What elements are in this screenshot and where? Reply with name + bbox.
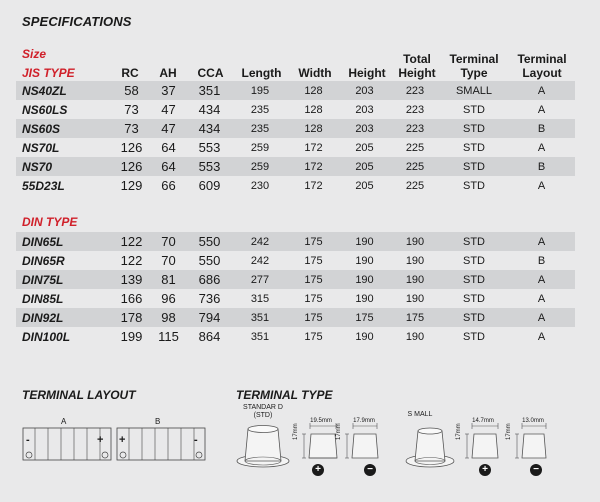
cell-type: STD [463,141,485,154]
header-width: Width [298,66,332,80]
small-minus-sign: − [533,464,539,475]
small-terminal-icon [406,428,454,467]
terminal-type-title: TERMINAL TYPE [236,388,333,402]
cell-height: 205 [339,157,390,176]
din-spec-table [16,232,575,346]
cell-layout: A [537,330,546,343]
std-neg-dim: 17.9mm [353,418,375,424]
cell-cca: 864 [198,329,221,344]
cell-layout: B [508,119,575,138]
cell-total: 225 [405,141,425,154]
cell-cca: 434 [198,102,221,117]
cell-name: NS60S [16,119,113,138]
cell-height: 203 [339,81,390,100]
cell-length: 242 [232,232,288,251]
cell-rc: 58 [113,81,150,100]
std-label: STANDAR D [243,404,283,411]
cell-ah: 70 [150,232,187,251]
std-plus-sign: + [315,464,321,475]
cell-layout: A [508,81,575,100]
cell-cca: 686 [187,270,232,289]
cell-rc: 126 [120,140,143,155]
cell-name: NS70 [16,157,113,176]
cell-ah: 66 [161,178,176,193]
cell-total: 175 [390,308,440,327]
cell-height: 205 [355,141,374,154]
std-pos-height: 17mm [293,423,299,440]
cell-height: 190 [355,292,374,305]
battery-layout-b [117,428,205,460]
small-pos-height: 17mm [456,423,462,440]
cell-layout: A [537,103,546,116]
terminal-layout-title: TERMINAL LAYOUT [22,388,136,402]
cell-type: SMALL [440,81,508,100]
cell-ah: 98 [150,308,187,327]
cell-length: 230 [250,179,270,192]
cell-height: 175 [339,308,390,327]
cell-layout: A [508,232,575,251]
cell-layout: A [537,179,546,192]
layout-b-plus: + [119,434,126,446]
cell-height: 190 [339,232,390,251]
cell-width: 128 [304,103,323,116]
cell-ah: 37 [150,81,187,100]
cell-cca: 553 [198,140,221,155]
small-negative-profile [515,423,546,476]
cell-cca: 434 [187,119,232,138]
cell-rc: 126 [113,157,150,176]
cell-width: 172 [304,179,323,192]
layout-a-plus: + [97,434,104,446]
layout-a-minus: - [26,434,30,446]
cell-width: 175 [288,270,339,289]
layout-a-label: A [61,417,67,426]
cell-cca: 550 [198,253,221,268]
cell-width: 128 [288,119,339,138]
cell-ah: 70 [161,253,176,268]
jis-row [16,138,575,157]
cell-length: 315 [250,292,270,305]
cell-total: 190 [390,232,440,251]
cell-height: 203 [355,103,374,116]
cell-name: 55D23L [22,178,65,193]
cell-layout: A [508,308,575,327]
cell-height: 190 [355,254,374,267]
cell-total: 190 [405,330,425,343]
cell-layout: A [537,292,546,305]
cell-ah: 115 [158,329,179,344]
cell-rc: 178 [113,308,150,327]
header-ah: AH [159,66,177,80]
cell-total: 223 [405,103,425,116]
cell-cca: 736 [198,291,221,306]
cell-length: 235 [250,103,270,116]
din-row [16,327,575,346]
cell-type: STD [440,270,508,289]
cell-total: 223 [390,81,440,100]
cell-cca: 794 [187,308,232,327]
cell-total: 223 [390,119,440,138]
header-cca: CCA [197,66,224,80]
cell-name: NS70L [22,140,60,155]
layout-b-minus: - [194,434,198,446]
cell-name: DIN75L [16,270,113,289]
din-row [16,270,575,289]
jis-section-title: JIS TYPE [22,66,75,80]
layout-b-label: B [155,417,161,426]
cell-width: 175 [288,232,339,251]
cell-length: 235 [232,119,288,138]
cell-rc: 73 [113,119,150,138]
jis-row [16,119,575,138]
din-row [16,251,575,270]
jis-row [16,100,575,119]
din-row [16,289,575,308]
cell-ah: 81 [150,270,187,289]
std-minus-sign: − [367,464,373,475]
cell-name: DIN85L [22,291,64,306]
cell-layout: A [537,141,546,154]
cell-type: STD [463,330,485,343]
cell-rc: 73 [124,102,139,117]
std-neg-height: 17mm [336,423,342,440]
cell-length: 259 [250,141,270,154]
cell-width: 128 [288,81,339,100]
cell-cca: 609 [198,178,221,193]
cell-name: DIN100L [22,329,71,344]
cell-rc: 122 [120,253,143,268]
cell-ah: 64 [150,157,187,176]
jis-row [16,157,575,176]
cell-type: STD [440,308,508,327]
header-terminal-type: Terminal Type [449,52,499,80]
cell-cca: 351 [187,81,232,100]
cell-width: 175 [304,292,323,305]
cell-type: STD [463,254,485,267]
cell-rc: 199 [120,329,143,344]
page-title: SPECIFICATIONS [22,14,132,29]
jis-row [16,176,575,195]
cell-total: 225 [405,179,425,192]
small-neg-height: 17mm [506,423,512,440]
cell-ah: 96 [161,291,176,306]
header-total-height: Total Height [398,52,436,80]
cell-ah: 47 [161,102,176,117]
cell-total: 190 [405,254,425,267]
cell-layout: A [508,270,575,289]
cell-length: 195 [232,81,288,100]
cell-type: STD [440,232,508,251]
cell-height: 203 [339,119,390,138]
header-length: Length [241,66,282,80]
cell-width: 172 [288,157,339,176]
cell-rc: 166 [120,291,143,306]
din-section-title: DIN TYPE [22,215,78,229]
cell-rc: 129 [120,178,143,193]
header-rc: RC [121,66,139,80]
cell-name: DIN65L [16,232,113,251]
cell-total: 225 [390,157,440,176]
cell-total: 190 [405,292,425,305]
std-pos-dim: 19.5mm [310,418,332,424]
cell-width: 175 [304,254,323,267]
cell-type: STD [440,119,508,138]
cell-cca: 550 [187,232,232,251]
cell-layout: B [537,254,546,267]
cell-total: 190 [390,270,440,289]
size-label: Size [22,47,47,61]
cell-width: 175 [304,330,323,343]
cell-type: STD [463,179,485,192]
cell-length: 351 [232,308,288,327]
cell-length: 351 [250,330,270,343]
cell-length: 259 [232,157,288,176]
cell-ah: 47 [150,119,187,138]
cell-type: STD [463,292,485,305]
cell-height: 190 [339,270,390,289]
small-label: S MALL [407,411,433,418]
cell-length: 242 [250,254,270,267]
cell-length: 277 [232,270,288,289]
cell-rc: 122 [113,232,150,251]
header-terminal-layout: Terminal Layout [517,52,567,80]
cell-width: 172 [304,141,323,154]
cell-type: STD [440,157,508,176]
cell-height: 205 [355,179,374,192]
small-plus-sign: + [482,464,488,475]
header-height: Height [348,66,386,80]
cell-type: STD [463,103,485,116]
cell-rc: 139 [113,270,150,289]
cell-name: NS60LS [22,102,68,117]
cell-name: DIN92L [16,308,113,327]
cell-cca: 553 [187,157,232,176]
cell-width: 175 [288,308,339,327]
terminal-type-diagram [232,414,597,494]
jis-row [16,81,575,100]
std-terminal-icon [237,426,289,468]
small-neg-dim: 13.0mm [522,418,544,424]
cell-name: DIN65R [22,253,65,268]
cell-layout: B [508,157,575,176]
small-pos-dim: 14.7mm [472,418,494,424]
cell-name: NS40ZL [16,81,113,100]
cell-ah: 64 [161,140,176,155]
din-row [16,232,575,251]
din-row [16,308,575,327]
std-sub-label: (STD) [253,412,273,419]
cell-height: 190 [355,330,374,343]
jis-spec-table [16,81,575,195]
